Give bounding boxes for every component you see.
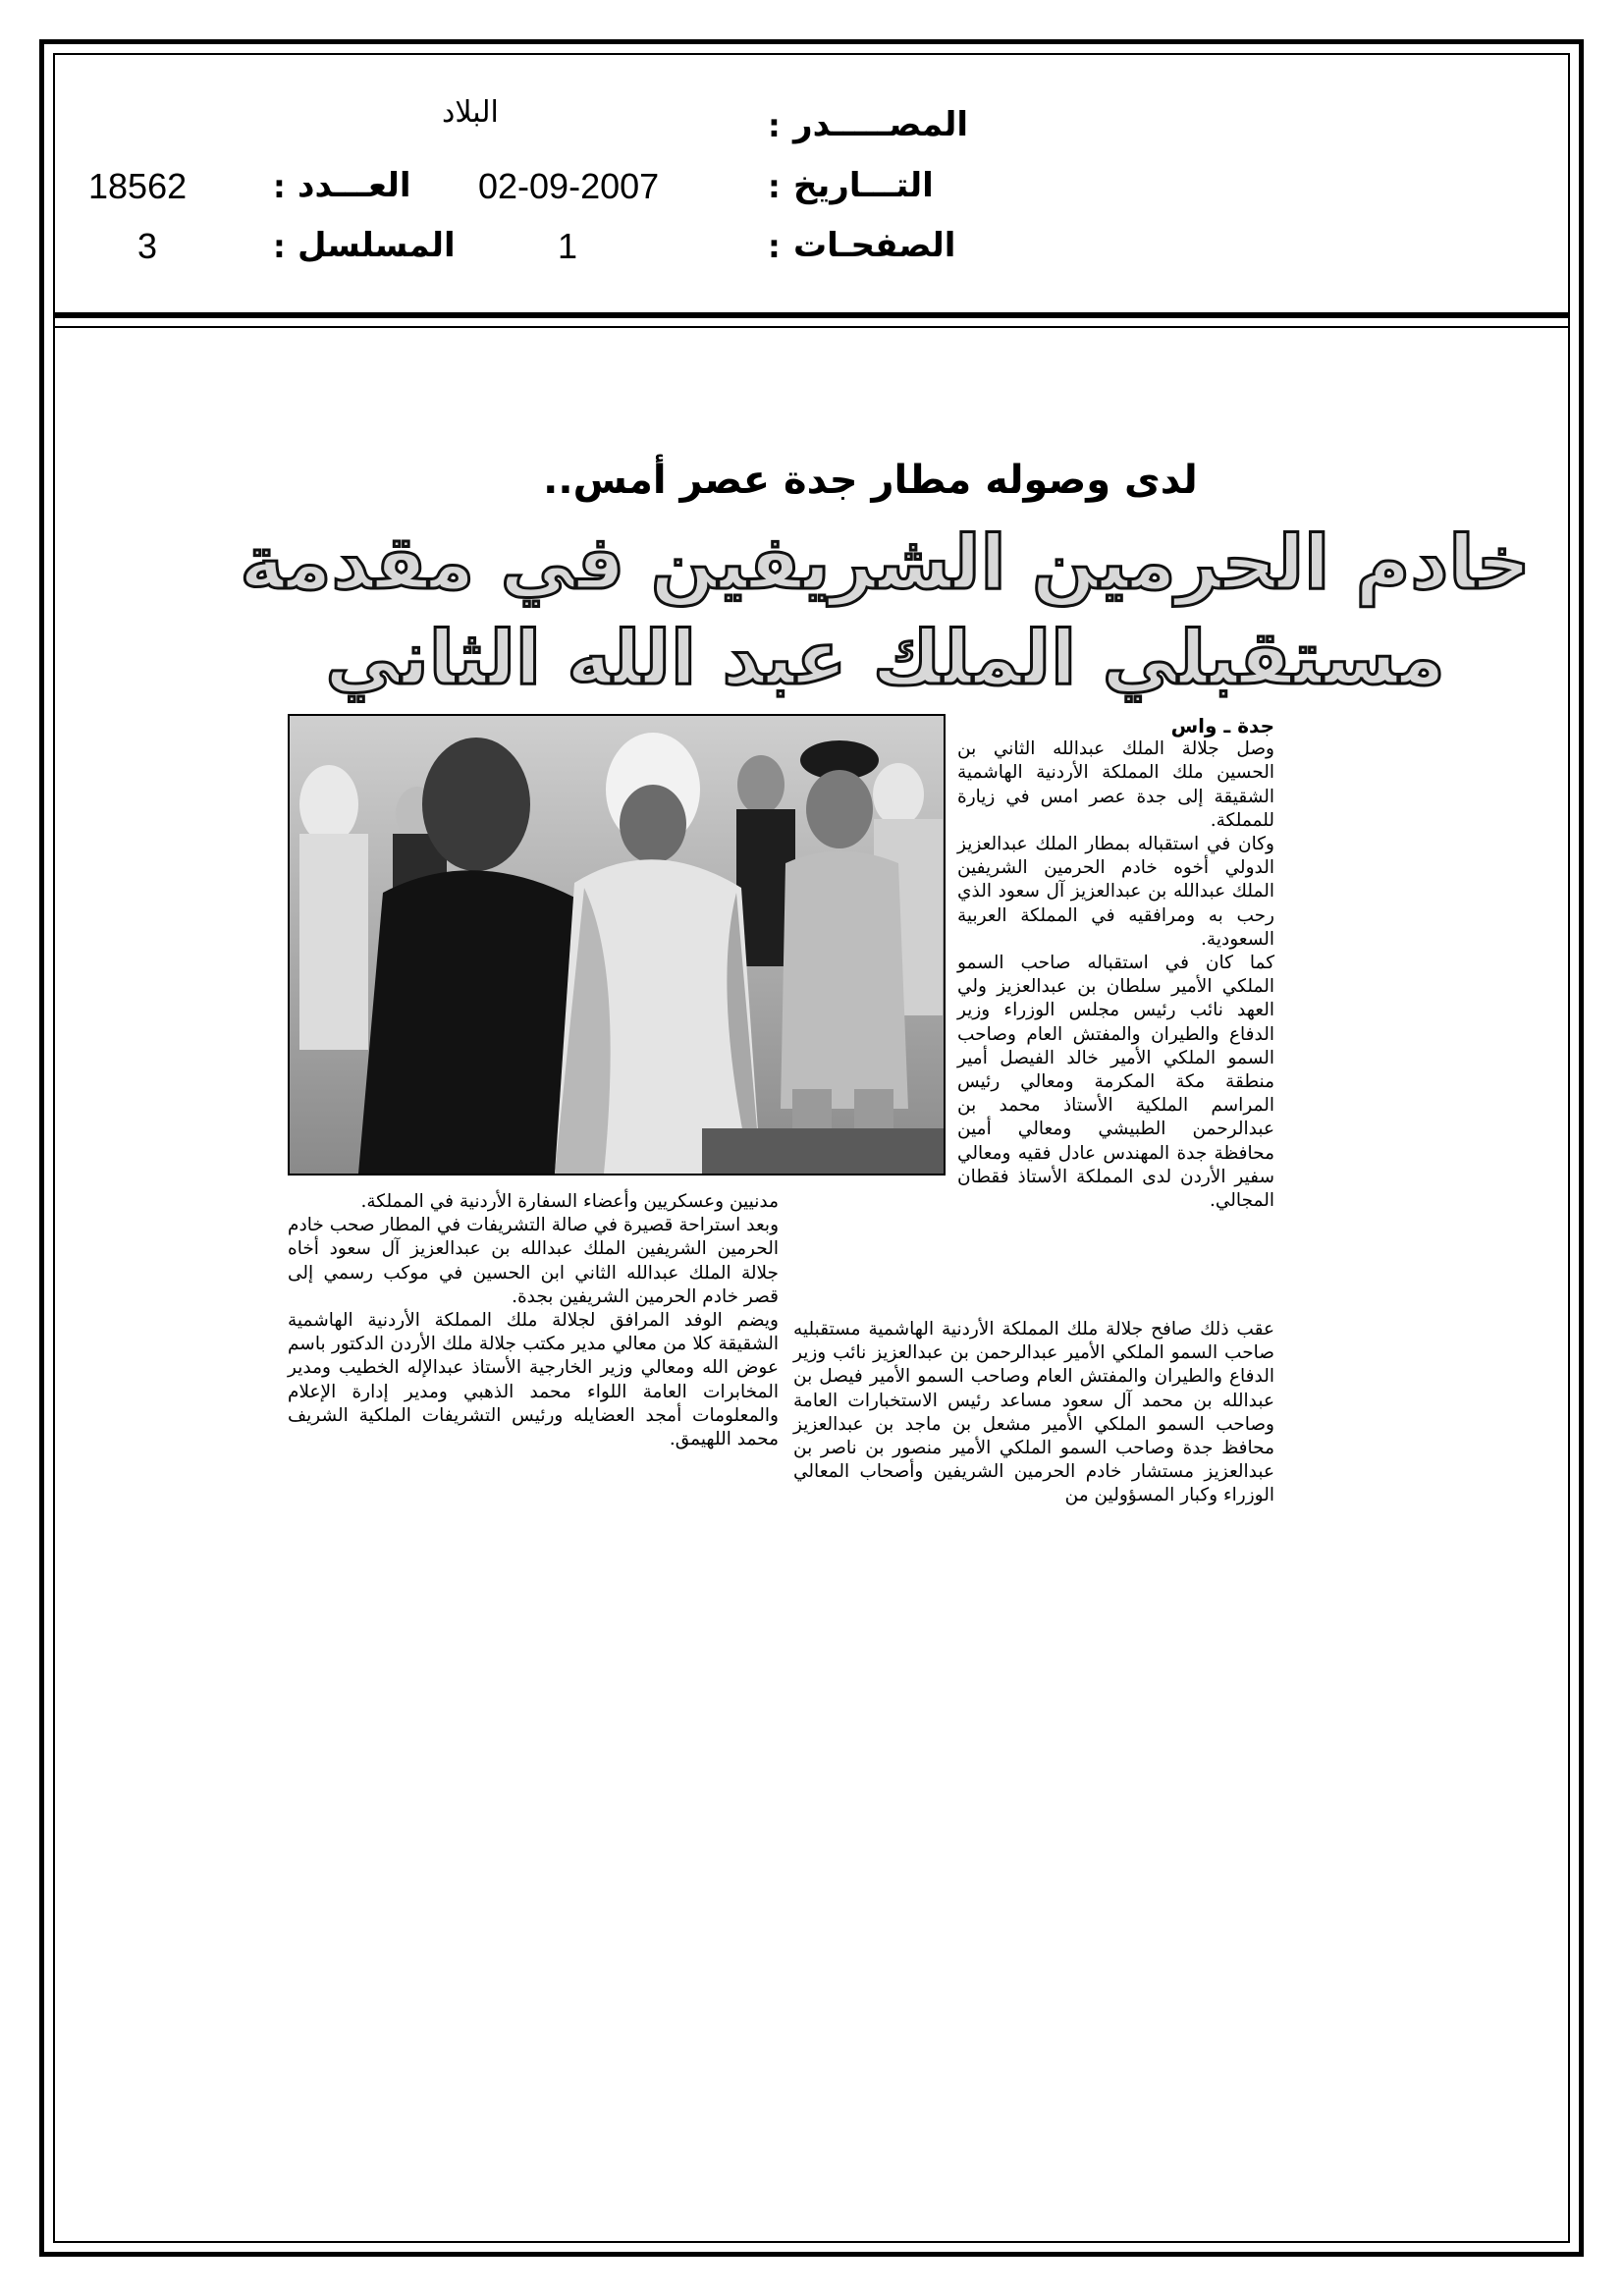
article-headline-line1: خادم الحرمين الشريفين في مقدمة bbox=[240, 519, 1531, 606]
article-column-right bbox=[957, 714, 1274, 1213]
issue-value: 18562 bbox=[88, 166, 188, 206]
pages-value: 1 bbox=[558, 226, 578, 266]
serial-colon: : bbox=[273, 228, 286, 265]
article-headline-line2: مستقبلي الملك عبد الله الثاني bbox=[325, 614, 1445, 701]
pages-label: الصفحـات bbox=[793, 226, 956, 265]
date-label: التـــاريخ bbox=[793, 166, 934, 205]
date-value: 02-09-2007 bbox=[478, 166, 660, 206]
issue-colon: : bbox=[273, 168, 286, 205]
article-paragraph: ويضم الوفد المرافق لجلالة ملك المملكة الأردنية الهاشمية الشقيقة كلا من معالي مدير مكتب جلالة ملك الأردن الدكتور باسم عوض الله ومعالي وزير الخارجية الأستاذ عبدالإله الخطيب ومدير المخابرات العامة اللواء محمد الذهبي ومدير إدارة الإعلام والمعلومات أمجد العضايله ورئيس التشريفات الملكية الشريف محمد اللهيمق. bbox=[288, 1310, 779, 1450]
header-divider-thick bbox=[53, 312, 1570, 318]
issue-label: العـــدد bbox=[298, 166, 411, 205]
article-paragraph: كما كان في استقباله صاحب السمو الملكي الأمير سلطان بن عبدالعزيز ولي العهد نائب رئيس مجلس الوزراء وزير الدفاع والطيران والمفتش العام وصاحب السمو الملكي الأمير خالد الفيصل أمير منطقة مكة المكرمة ومعالي رئيس المراسم الملكية الأستاذ محمد بن عبدالرحمن الطبيشي ومعالي أمين محافظة جدة المهندس عادل فقيه ومعالي سفير الأردن لدى المملكة الأستاذ فقطان المجالي. bbox=[957, 953, 1274, 1212]
pages-colon: : bbox=[768, 228, 781, 265]
article-paragraph: وكان في استقباله بمطار الملك عبدالعزيز الدولي أخوه خادم الحرمين الشريفين الملك عبدالله بن عبدالعزيز آل سعود الذي رحب به ومرافقيه في المملكة العربية السعودية. bbox=[957, 834, 1274, 950]
serial-label: المسلسل bbox=[298, 226, 456, 265]
article-photo bbox=[288, 714, 946, 1175]
article-dateline: جدة ـ واس bbox=[1170, 714, 1274, 738]
article-paragraph: وبعد استراحة قصيرة في صالة التشريفات في المطار صحب خادم الحرمين الشريفين الملك عبدالله بن عبدالعزيز آل سعود أخاه جلالة الملك عبدالله الثاني ابن الحسين في موكب رسمي إلى قصر خادم الحرمين الشريفين بجدة. bbox=[288, 1215, 779, 1307]
header-divider-thin bbox=[53, 326, 1570, 328]
serial-value: 3 bbox=[137, 226, 158, 266]
date-colon: : bbox=[768, 168, 781, 205]
article-column-left bbox=[288, 1190, 779, 1451]
article-paragraph: وصل جلالة الملك عبدالله الثاني بن الحسين ملك المملكة الأردنية الهاشمية الشقيقة إلى جدة عصر امس في زيارة للمملكة. bbox=[957, 738, 1274, 831]
article-column-right-lower bbox=[793, 1318, 1274, 1508]
source-label: المصـــــدر bbox=[793, 105, 969, 144]
article-kicker: لدى وصوله مطار جدة عصر أمس.. bbox=[543, 458, 1198, 503]
source-colon: : bbox=[768, 107, 781, 144]
article-paragraph: مدنيين وعسكريين وأعضاء السفارة الأردنية في المملكة. bbox=[360, 1191, 779, 1212]
article-paragraph: عقب ذلك صافح جلالة ملك المملكة الأردنية الهاشمية مستقبليه صاحب السمو الملكي الأمير عبدالرحمن بن عبدالعزيز نائب وزير الدفاع والطيران والمفتش العام وصاحب السمو الأمير فيصل بن عبدالله بن محمد آل سعود مساعد رئيس الاستخبارات العامة وصاحب السمو الملكي الأمير مشعل بن ماجد بن عبدالعزيز محافظ جدة وصاحب السمو الملكي الأمير منصور بن ناصر بن عبدالعزيز مستشار خادم الحرمين الشريفين وأصحاب المعالي الوزراء وكبار المسؤولين من bbox=[793, 1319, 1274, 1506]
source-value: البلاد bbox=[442, 95, 499, 130]
